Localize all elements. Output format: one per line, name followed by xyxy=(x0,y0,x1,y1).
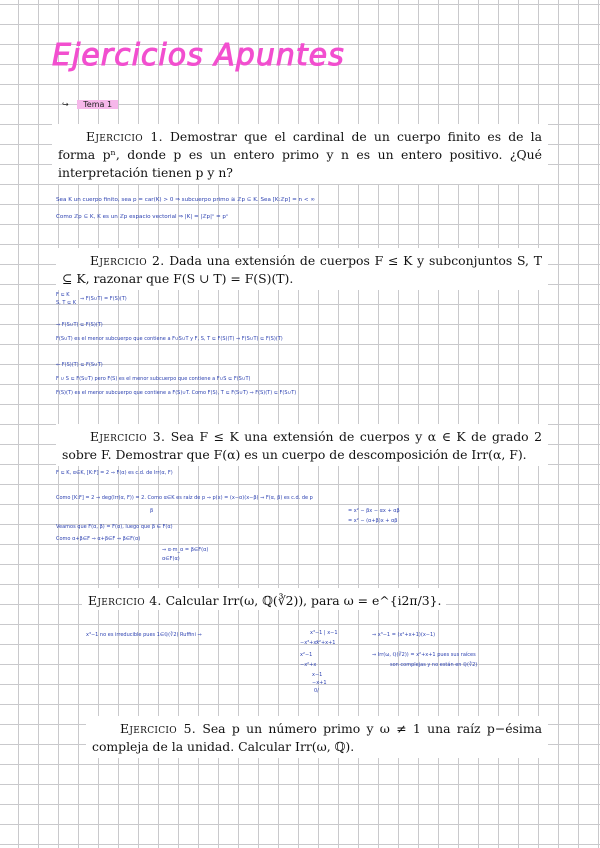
exercise-4-label: Ejercicio 4. xyxy=(88,593,162,608)
exercise-4-text: Calcular Irr(ω, ℚ(∛2)), para ω = e^{i2π/3}. xyxy=(165,593,442,608)
ex3-note-line: ⇒ α·m_α = β∈F(α) xyxy=(162,547,209,553)
ex2-note-line: F(S)(T) es el menor subcuerpo que contiene a F(S)∪T. Como F(S), T ⊆ F(S∪T) ⇒ F(S)(T) ⊆ F(S∪T) xyxy=(56,390,297,396)
ex3-note-line: Veamos que F(α, β) = F(α), luego que β ∈ F(α) xyxy=(56,524,173,530)
tema-tag xyxy=(62,100,118,109)
ex1-note-line: Como ℤp ⊆ K, K es un ℤp espacio vectorial ⇒ |K| = |ℤp|ⁿ = pⁿ xyxy=(56,214,229,220)
ex2-note-line: ⇐ F(S)(T) ⊆ F(S∪T) xyxy=(56,362,103,368)
ex3-note-line: α∈F(α) xyxy=(162,556,180,562)
ex4-note-line: x²−1 xyxy=(300,652,313,658)
exercise-4 xyxy=(82,588,446,610)
ex4-note-line: x−1 xyxy=(312,672,323,678)
ex4-note-line: 0/ xyxy=(314,688,319,694)
ex3-note-line: = x² − (α+β)x + αβ xyxy=(348,518,398,524)
ex3-note-line: F ⊆ K, α∈K, [K:F] = 2 ⇒ F(α) es c.d. de Irr(α, F) xyxy=(56,470,173,476)
ex2-note-line: F ∪ S ⊆ F(S∪T) pero F(S) es el menor subcuerpo que contiene a F∪S ⊆ F(S∪T) xyxy=(56,376,251,382)
ex3-note-line: β xyxy=(150,508,154,514)
ex2-note-line: F(S∪T) es el menor subcuerpo que contiene a F∪S∪T y F, S, T ⊆ F(S)(T) ⇒ F(S∪T) ⊆ F(S)(T) xyxy=(56,336,283,342)
curved-arrow-icon: ↪ xyxy=(62,100,69,109)
exercise-3-label: Ejercicio 3. xyxy=(90,429,166,444)
ex2-note-line: ⇒ F(S∪T) = F(S)(T) xyxy=(80,296,127,302)
ex2-note-line: S, T ⊆ K xyxy=(56,300,77,306)
exercise-1-label: Ejercicio 1. xyxy=(86,129,163,144)
exercise-3-text: Sea F ≤ K una extensión de cuerpos y α ∈ K de grado 2 sobre F. Demostrar que F(α) es un cuerpo de descomposición de Irr(α, F). xyxy=(62,429,542,462)
ex3-note-line: Como α+β∈F ⇒ α+β∈F ⇒ β∈F(α) xyxy=(56,536,141,542)
ex2-note-line: F ⊆ K xyxy=(56,292,70,298)
exercise-1-text: Demostrar que el cardinal de un cuerpo finito es de la forma pⁿ, donde p es un entero primo y n es un entero positivo. ¿Qué interpretación tienen p y n? xyxy=(58,129,542,180)
exercise-1 xyxy=(52,124,548,184)
exercise-2 xyxy=(56,248,548,290)
exercise-2-label: Ejercicio 2. xyxy=(90,253,165,268)
ex4-note-line: −x³+x² xyxy=(300,640,319,646)
exercise-5-text: Sea p un número primo y ω ≠ 1 una raíz p−ésima compleja de la unidad. Calcular Irr(ω, ℚ). xyxy=(92,721,542,754)
ex4-note-line: −x+1 xyxy=(312,680,327,686)
ex4-note-line: ⇒ Irr(ω, ℚ(∛2)) = x²+x+1 pues sus raíces xyxy=(372,652,476,658)
exercise-5 xyxy=(86,716,548,758)
ex4-note-line: x³−1 no es irreducible pues 1∈ℚ(∛2) Ruffini ⇒ xyxy=(86,632,202,638)
ex3-note-line: = x² − βx − αx + αβ xyxy=(348,508,400,514)
ex4-note-line: ⇒ x³−1 = (x²+x+1)(x−1) xyxy=(372,632,436,638)
tema-label: Tema 1 xyxy=(77,100,118,109)
page-title: Ejercicios Apuntes xyxy=(52,38,345,73)
ex2-note-line: ⇒ F(S∪T) ⊆ F(S)(T) xyxy=(56,322,103,328)
ex3-note-line: Como [K:F] = 2 ⇒ deg(Irr(α, F)) = 2. Como α∈K es raíz de p ⇒ p(x) = (x−α)(x−β) ⇒ F(α, β) es c.d. de p xyxy=(56,495,313,501)
ex4-note-line: son complejas y no están en ℚ(∛2) xyxy=(390,662,478,668)
ex4-note-line: x²+x+1 xyxy=(316,640,336,646)
ex1-note-line: Sea K un cuerpo finito, sea p = car(K) > 0 ⇒ subcuerpo primo ≅ ℤp ⊆ K. Sea [K:ℤp] = n < ∞ xyxy=(56,197,316,203)
ex4-note-line: x³−1 | x−1 xyxy=(310,630,338,636)
exercise-5-label: Ejercicio 5. xyxy=(120,721,196,736)
ex4-note-line: −x²+x xyxy=(300,662,317,668)
exercise-3 xyxy=(56,424,548,466)
exercise-2-text: Dada una extensión de cuerpos F ≤ K y subconjuntos S, T ⊆ K, razonar que F(S ∪ T) = F(S)(T). xyxy=(62,253,542,286)
